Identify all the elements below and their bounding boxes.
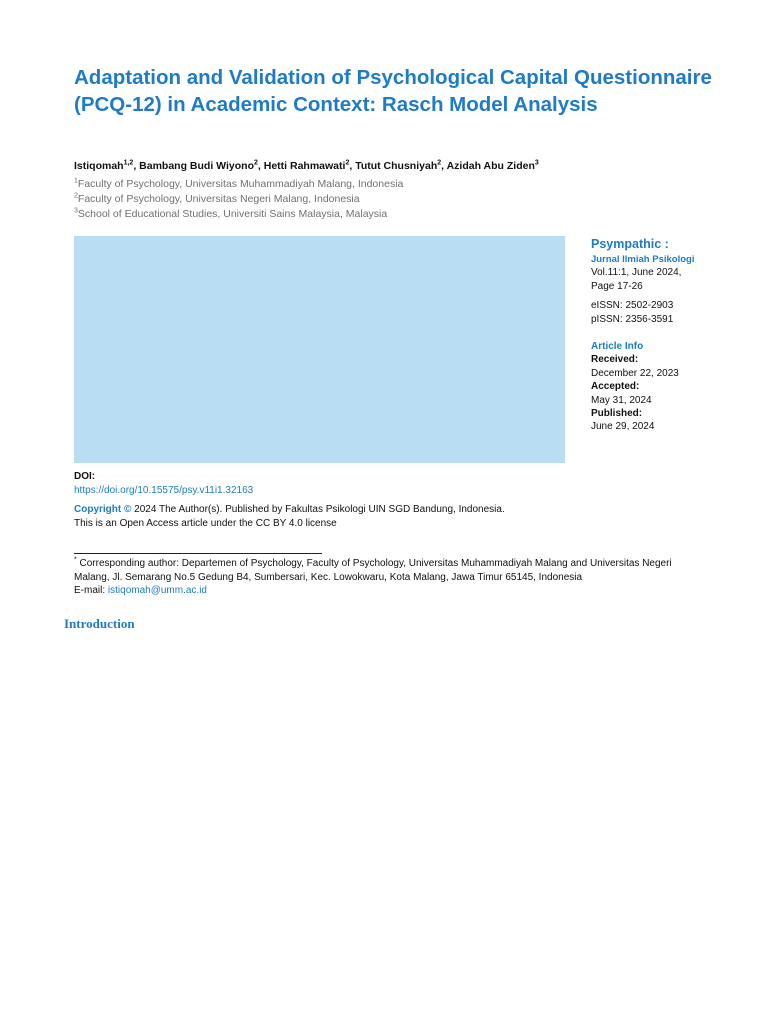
email-link[interactable]: istiqomah@umm.ac.id (107, 585, 207, 597)
affiliation (74, 192, 674, 207)
copyright-notice (74, 503, 674, 531)
author-affiliation-mark: 2 (345, 159, 350, 167)
journal-eissn: eISSN: 2502-2903 (591, 300, 674, 312)
received-label: Received: (591, 354, 639, 366)
published-label: Published: (591, 408, 643, 420)
doi-block (74, 470, 674, 498)
affiliation-text: Faculty of Psychology, Universitas Negeri Malang, Indonesia (77, 193, 360, 205)
journal-subtitle: Jurnal Ilmiah Psikologi (591, 254, 695, 265)
affiliation-text: School of Educational Studies, Universiti Sains Malaysia, Malaysia (77, 208, 388, 220)
footnote-text: Corresponding author: Departemen of Psychology, Faculty of Psychology, Universitas Muhammadiyah Malang and Universitas Negeri Malang, Jl. Semarang No.5 Gedung B4, Sumbersari, Kec. Lowokwaru, Kota Malang, Jawa Timur 65145, Indonesia (74, 558, 672, 583)
author-name: Azidah Abu Ziden (446, 160, 535, 172)
journal-pages: Page 17-26 (591, 280, 643, 292)
footnote-marker: * (74, 556, 77, 564)
affiliation-text: Faculty of Psychology, Universitas Muhammadiyah Malang, Indonesia (77, 178, 404, 190)
accepted-date: May 31, 2024 (591, 394, 652, 406)
author-affiliation-mark: 2 (437, 159, 442, 167)
corresponding-author-footnote (74, 557, 694, 598)
affiliation-list (74, 177, 674, 222)
author-affiliation-mark: 3 (534, 159, 539, 167)
author-name: Tutut Chusniyah (355, 160, 438, 172)
article-info-heading: Article Info (591, 341, 644, 353)
paper-title: Adaptation and Validation of Psychological Capital Questionnaire (PCQ-12) in Academic Context: Rasch Model Analysis (74, 66, 712, 116)
published-date: June 29, 2024 (591, 421, 655, 433)
doi-link[interactable]: https://doi.org/10.15575/psy.v11i1.32163 (74, 485, 254, 496)
author-name: Bambang Budi Wiyono (139, 160, 254, 172)
affiliation-mark: 3 (74, 207, 78, 215)
author-name: Istiqomah (74, 160, 124, 172)
affiliation (74, 207, 674, 222)
affiliation-mark: 1 (74, 177, 78, 185)
doi-label: DOI: (74, 471, 96, 482)
section-heading-introduction: Introduction (64, 616, 135, 631)
license-text: This is an Open Access article under the CC BY 4.0 license (74, 518, 337, 529)
abstract-box (74, 236, 565, 463)
journal-volume: Vol.11:1, June 2024, (591, 267, 682, 279)
journal-name: Psympathic : (591, 237, 669, 251)
footnote-divider (74, 553, 322, 554)
affiliation (74, 177, 674, 192)
author-affiliation-mark: 1,2 (123, 159, 134, 167)
copyright-label: Copyright © (74, 504, 132, 515)
copyright-text: 2024 The Author(s). Published by Fakultas Psikologi UIN SGD Bandung, Indonesia. (131, 504, 505, 515)
author-list: Istiqomah$^{1,2}$, Bambang Budi Wiyono$^2$, Hetti Rahmawati$^2$, Tutut Chusniyah$^2$, Azidah Abu Ziden$^3$ (74, 159, 539, 172)
email-label: E-mail: (74, 585, 108, 597)
accepted-label: Accepted: (591, 381, 640, 393)
received-date: December 22, 2023 (591, 367, 679, 379)
author-name: Hetti Rahmawati (263, 160, 346, 172)
journal-sidebar (591, 236, 741, 434)
journal-pissn: pISSN: 2356-3591 (591, 313, 674, 325)
author-affiliation-mark: 2 (254, 159, 258, 167)
affiliation-mark: 2 (74, 192, 78, 200)
